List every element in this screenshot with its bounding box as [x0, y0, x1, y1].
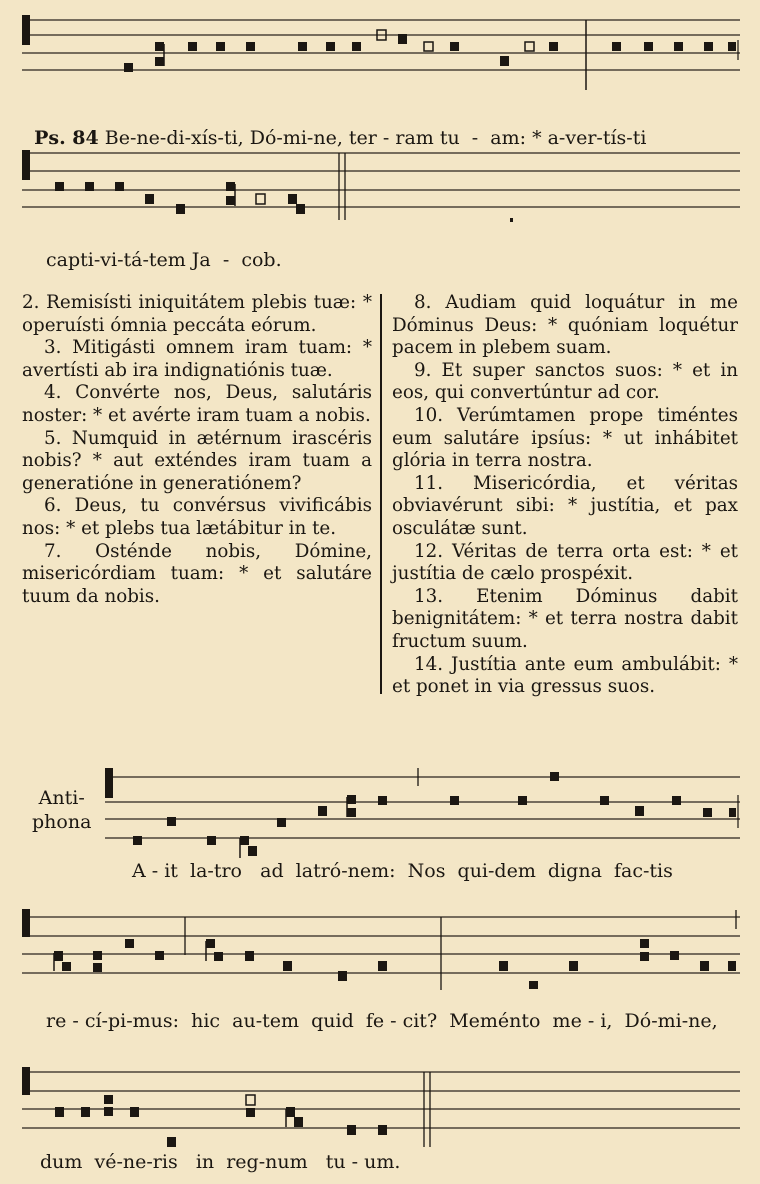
verse-3: 3. Mitigásti omnem iram tuam: * avertísti ab ira indignatiónis tuæ. — [22, 337, 372, 381]
double-bar — [339, 153, 345, 220]
verse-6: 6. Deus, tu convérsus vivificábis nos: * et plebs tua lætábitur in te. — [22, 495, 372, 539]
verse-5: 5. Numquid in ætérnum irascéris nobis? * aut exténdes iram tuam a generatióne in generatiónem? — [22, 427, 372, 494]
chant2-lyrics: capti-vi-tá-tem Ja - cob. — [46, 249, 282, 271]
neumes — [124, 30, 736, 72]
antiphon-lyrics-1: A - it la-tro ad latró-nem: Nos qui-dem digna fac-tis — [132, 860, 673, 882]
staff-lines — [22, 1072, 740, 1128]
antiphon-label-line1: Anti- — [38, 787, 85, 809]
antiphon-staff-3 — [0, 1055, 760, 1155]
verse-10: 10. Verúmtamen prope timéntes eum salutáre ipsíus: * ut inhábitet glória in terra nostra. — [392, 404, 738, 472]
verse-9: 9. Et super sanctos suos: * et in eos, qui convertúntur ad cor. — [392, 359, 738, 404]
verse-2: 2. Remisísti iniquitátem plebis tuæ: * operuísti ómnia peccáta eórum. — [22, 292, 372, 336]
neumes — [55, 1095, 387, 1147]
staff-lines — [22, 153, 740, 207]
verse-14: 14. Justítia ante eum ambulábit: * et ponet in via gressus suos. — [392, 653, 738, 698]
antiphon-staff-2 — [0, 905, 760, 995]
c-clef — [22, 15, 30, 45]
c-clef — [105, 768, 113, 798]
antiphon-lyrics-2: re - cí-pi-mus: hic au-tem quid fe - cit? Meménto me - i, Dó-mi-ne, — [46, 1010, 718, 1032]
verse-11: 11. Misericórdia, et véritas obviavérunt sibi: * justítia, et pax osculátæ sunt. — [392, 472, 738, 539]
c-clef — [22, 1067, 30, 1095]
staff-lines — [22, 20, 740, 70]
staff-1 — [0, 0, 760, 95]
neumes — [133, 772, 736, 858]
verse-12: 12. Véritas de terra orta est: * et justítia de cælo prospéxit. — [392, 540, 738, 585]
psalm-label: Ps. 84 — [34, 127, 99, 149]
c-clef — [22, 909, 30, 937]
verse-8: 8. Audiam quid loquátur in me Dóminus Deus: * quóniam loquétur pacem in plebem suam. — [392, 292, 738, 359]
column-divider — [380, 294, 382, 694]
verses-left-column — [22, 292, 372, 608]
verse-13: 13. Etenim Dóminus dabit benignitátem: * et terra nostra dabit fructum suum. — [392, 585, 738, 652]
c-clef — [22, 150, 30, 180]
staff-2 — [0, 140, 760, 230]
chant1-lyrics: Be-ne-di-xís-ti, Dó-mi-ne, ter - ram tu - am: * a-ver-tís-ti — [104, 127, 647, 149]
antiphon-label-line2: phona — [32, 811, 92, 833]
verses-right-column — [392, 292, 738, 699]
verse-4: 4. Convérte nos, Deus, salutáris noster: * et avérte iram tuam a nobis. — [22, 382, 372, 426]
neumes — [54, 939, 736, 989]
neumes — [55, 182, 513, 222]
antiphon-lyrics-3: dum vé-ne-ris in reg-num tu - um. — [40, 1151, 401, 1173]
staff-lines — [105, 777, 740, 838]
verse-7: 7. Osténde nobis, Dómine, misericórdiam tuam: * et salutáre tuum da nobis. — [22, 540, 372, 607]
